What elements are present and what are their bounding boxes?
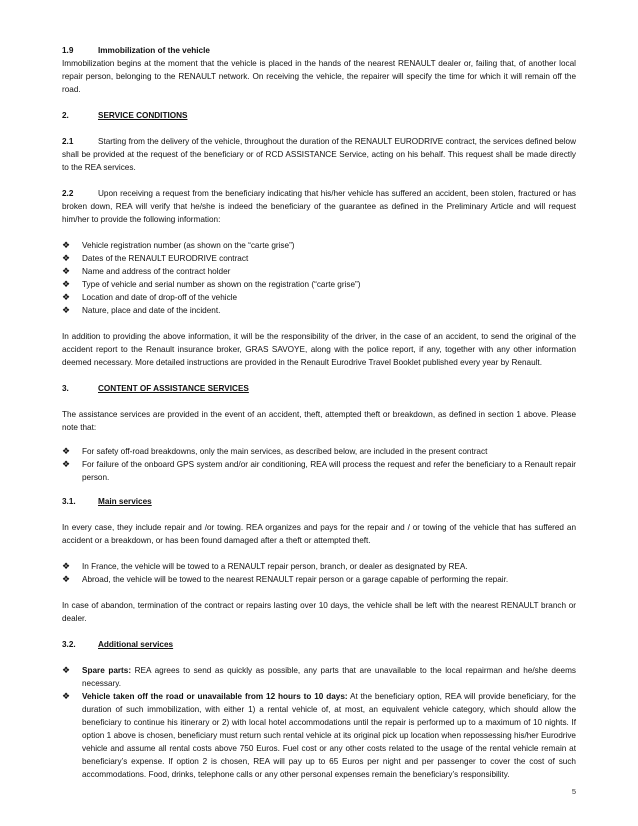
required-info-list [62, 239, 576, 317]
section-number: 3.1. [62, 497, 76, 506]
diamond-bullet-icon: ❖ [62, 292, 71, 302]
section-2-2-text [62, 187, 576, 226]
section-2-1-body: Starting from the delivery of the vehicle, throughout the duration of the RENAULT EURODRIVE contract, the services defined below shall be provided at the request of the beneficiary or of RCD ASSISTANCE Service, acting on his behalf. This request shall be made directly to the REA services. [62, 137, 576, 172]
section-number: 3.2. [62, 640, 76, 649]
section-number: 2.1 [62, 137, 74, 146]
list-item: ❖ Spare parts: REA agrees to send as quickly as possible, any parts that are unavailable to the local repairman and he/she deems necessary. [62, 665, 576, 688]
page-number: 5 [571, 787, 576, 796]
diamond-bullet-icon: ❖ [62, 279, 71, 289]
list-item: ❖ Name and address of the contract holder [62, 266, 231, 276]
section-2-heading [62, 109, 576, 122]
section-title: SERVICE CONDITIONS [98, 111, 188, 120]
section-2-1-text [62, 135, 576, 174]
diamond-bullet-icon: ❖ [62, 305, 71, 315]
section-number: 1.9 [62, 46, 74, 55]
list-item: ❖ For failure of the onboard GPS system and/or air conditioning, REA will process the request and refer the beneficiary to a Renault repair person. [62, 459, 576, 482]
list-item: ❖ Nature, place and date of the incident. [62, 305, 221, 315]
diamond-bullet-icon: ❖ [62, 459, 71, 469]
section-2-2-body: Upon receiving a request from the beneficiary indicating that his/her vehicle has suffered an accident, been stolen, fractured or has broken down, REA will verify that he/she is indeed the beneficiary of the guarantee as defined in the Preliminary Article and will request him/her to provide the following information: [62, 189, 576, 224]
section-3-1-followup: In case of abandon, termination of the contract or repairs lasting over 10 days, the vehicle shall be left with the nearest RENAULT branch or dealer. [62, 601, 576, 623]
additional-services-list [62, 664, 576, 781]
section-title: Additional services [98, 640, 174, 649]
diamond-bullet-icon: ❖ [62, 691, 71, 701]
list-item: ❖ Location and date of drop-off of the vehicle [62, 292, 238, 302]
list-item: ❖ For safety off-road breakdowns, only the main services, as described below, are included in the present contract [62, 446, 488, 456]
section-3-1-heading [62, 495, 576, 508]
section-3-intro: The assistance services are provided in the event of an accident, theft, attempted theft or breakdown, as defined in section 1 above. Please note that: [62, 410, 576, 432]
notes-list [62, 445, 576, 484]
section-title: Main services [98, 497, 152, 506]
towing-list [62, 560, 576, 586]
diamond-bullet-icon: ❖ [62, 665, 71, 675]
list-item: ❖ Type of vehicle and serial number as shown on the registration (“carte grise”) [62, 279, 361, 289]
section-1-9-heading [62, 44, 576, 57]
section-number: 2.2 [62, 189, 74, 198]
list-item: ❖ Vehicle taken off the road or unavailable from 12 hours to 10 days: At the beneficiary option, REA will provide beneficiary, for the duration of such immobilization, with either 1) a rental vehicle of, at most, an equivalent vehicle category, which should allow the beneficiary to continue his itinerary or 2) with local hotel accommodations until the repair is performed up to a maximum of 10 nights. If option 1 above is chosen, beneficiary must return such rental vehicle at its original pick up location when repossessing his/her Eurodrive vehicle and assume all rental costs above 750 Euros. Fuel cost or any other costs related to the usage of the rental vehicle remain at beneficiary’s expense. If option 2 is chosen, REA will pay up to 65 Euros per night and per passenger to cover the cost of such accommodations. Food, drinks, telephone calls or any other personal expenses remain the beneficiary’s responsibility. [62, 691, 576, 779]
list-item: ❖ Vehicle registration number (as shown on the “carte grise”) [62, 240, 295, 250]
section-3-2-heading [62, 638, 576, 651]
section-number: 3. [62, 384, 69, 393]
section-title: Immobilization of the vehicle [98, 46, 210, 55]
diamond-bullet-icon: ❖ [62, 266, 71, 276]
diamond-bullet-icon: ❖ [62, 561, 71, 571]
document-body [62, 44, 576, 781]
section-2-2-followup: In addition to providing the above information, it will be the responsibility of the driver, in the case of an accident, to send the original of the accident report to the Renault insurance broker, GRAS SAVOYE, along with the police report, if any, together with any other information deemed necessary. More detailed instructions are provided in the Renault Eurodrive Travel Booklet published every year by Renault. [62, 332, 576, 367]
diamond-bullet-icon: ❖ [62, 253, 71, 263]
section-3-1-text: In every case, they include repair and /or towing. REA organizes and pays for the repair and / or towing of the vehicle that has suffered an accident or a breakdown, or has been found damaged after a theft or attempted theft. [62, 523, 576, 545]
diamond-bullet-icon: ❖ [62, 446, 71, 456]
list-item: ❖ Dates of the RENAULT EURODRIVE contract [62, 253, 249, 263]
diamond-bullet-icon: ❖ [62, 240, 71, 250]
section-1-9-text: Immobilization begins at the moment that the vehicle is placed in the hands of the nearest RENAULT dealer or, failing that, of another local repair person, belonging to the RENAULT network. On receiving the vehicle, the repairer will specify the time for which it will remain off the road. [62, 59, 576, 94]
section-number: 2. [62, 111, 69, 120]
list-item: ❖ In France, the vehicle will be towed to a RENAULT repair person, branch, or dealer as designated by REA. [62, 561, 468, 571]
diamond-bullet-icon: ❖ [62, 574, 71, 584]
section-title: CONTENT OF ASSISTANCE SERVICES [98, 384, 249, 393]
list-item: ❖ Abroad, the vehicle will be towed to the nearest RENAULT repair person or a garage capable of performing the repair. [62, 574, 509, 584]
section-3-heading [62, 382, 576, 395]
